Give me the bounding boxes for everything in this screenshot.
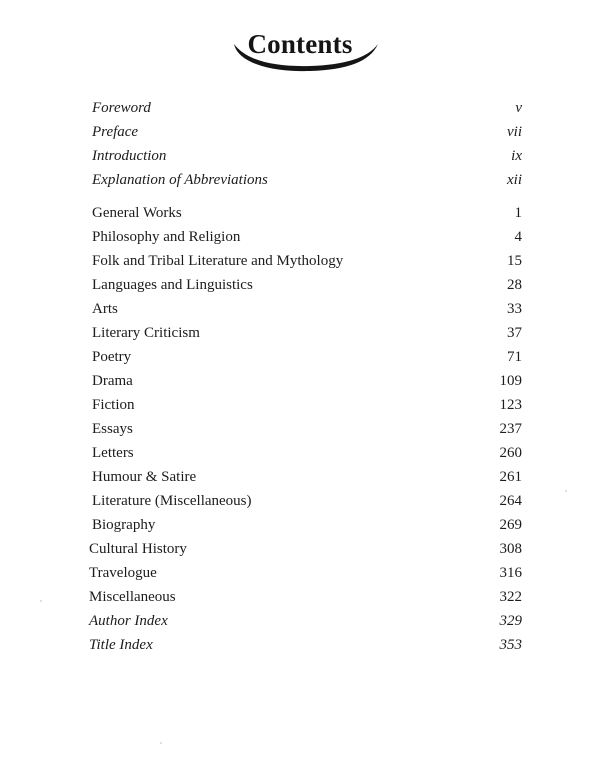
toc-entry-label: Literature (Miscellaneous) — [92, 493, 252, 509]
toc-entry-page: 322 — [499, 589, 522, 605]
toc-entry-page: 33 — [507, 301, 522, 317]
toc-entry-page: 1 — [514, 205, 522, 221]
toc-entry-page: 261 — [499, 469, 522, 485]
toc-entry-label: Folk and Tribal Literature and Mythology — [92, 253, 344, 269]
toc-entry-label: Travelogue — [89, 565, 157, 581]
toc-entry-label: Miscellaneous — [89, 589, 176, 605]
toc-entry-page: 329 — [499, 613, 522, 629]
toc-entry-general-works[interactable] — [92, 201, 522, 225]
toc-entry-cultural-history[interactable] — [89, 537, 522, 561]
toc-entry-travelogue[interactable] — [89, 561, 522, 585]
page-title: Contents — [247, 29, 353, 59]
toc-entry-literature-miscellaneous[interactable] — [92, 489, 522, 513]
toc-entry-foreword[interactable] — [92, 96, 522, 120]
toc-entry-page: 353 — [499, 637, 522, 653]
toc-entry-label: Title Index — [89, 637, 153, 653]
toc-entry-page: 123 — [499, 397, 522, 413]
toc-entry-label: Explanation of Abbreviations — [92, 172, 268, 188]
toc-entry-page: 269 — [499, 517, 522, 533]
toc-entry-biography[interactable] — [92, 513, 522, 537]
toc-entry-label: Poetry — [92, 349, 132, 365]
toc-entry-page: 109 — [499, 373, 522, 389]
toc-entry-label: Biography — [92, 517, 156, 533]
toc-entry-introduction[interactable] — [92, 144, 522, 168]
toc-entry-label: Foreword — [92, 100, 151, 116]
toc-entry-label: Literary Criticism — [92, 325, 200, 341]
toc-entry-page: 28 — [507, 277, 522, 293]
toc-entry-page: 15 — [507, 253, 522, 269]
toc-entry-label: Preface — [92, 124, 139, 140]
toc-entry-poetry[interactable] — [92, 345, 522, 369]
toc-entry-humour-and-satire[interactable] — [92, 465, 522, 489]
toc-entry-page: 316 — [499, 565, 522, 581]
toc-entry-page: ix — [511, 148, 522, 164]
toc-entry-languages-and-linguistics[interactable] — [92, 273, 522, 297]
toc-entry-folk-and-tribal-literature[interactable] — [92, 249, 522, 273]
toc-entry-author-index[interactable] — [89, 609, 522, 633]
toc-entry-page: 237 — [499, 421, 522, 437]
toc-entry-page: v — [515, 100, 522, 116]
toc-entry-page: xii — [507, 172, 522, 188]
toc-entry-literary-criticism[interactable] — [92, 321, 522, 345]
toc-entry-label: Arts — [92, 301, 118, 317]
toc-entry-title-index[interactable] — [89, 633, 522, 657]
toc-entry-page: 37 — [507, 325, 522, 341]
toc-entry-page: 264 — [499, 493, 522, 509]
toc-entry-label: Drama — [92, 373, 133, 389]
toc-entry-page: 71 — [507, 349, 522, 365]
toc-entry-label: Letters — [92, 445, 134, 461]
toc-entry-page: 308 — [499, 541, 522, 557]
toc-entry-philosophy-and-religion[interactable] — [92, 225, 522, 249]
toc-entry-essays[interactable] — [92, 417, 522, 441]
toc-entry-page: 4 — [514, 229, 522, 245]
title-swoosh-ornament — [228, 32, 384, 76]
paper-speck — [40, 600, 42, 602]
toc-entry-label: General Works — [92, 205, 182, 221]
toc-entry-label: Languages and Linguistics — [92, 277, 253, 293]
paper-speck — [565, 490, 567, 492]
toc-entry-explanation-of-abbreviations[interactable] — [92, 168, 522, 192]
toc-entry-label: Introduction — [92, 148, 167, 164]
toc-entry-label: Philosophy and Religion — [92, 229, 241, 245]
toc-entry-label: Cultural History — [89, 541, 187, 557]
table-of-contents — [89, 96, 522, 657]
toc-entry-letters[interactable] — [92, 441, 522, 465]
toc-entry-label: Essays — [92, 421, 133, 437]
toc-entry-page: vii — [507, 124, 522, 140]
toc-entry-label: Author Index — [89, 613, 168, 629]
toc-entry-arts[interactable] — [92, 297, 522, 321]
toc-entry-drama[interactable] — [92, 369, 522, 393]
toc-entry-label: Fiction — [92, 397, 135, 413]
toc-entry-miscellaneous[interactable] — [89, 585, 522, 609]
toc-entry-label: Humour & Satire — [92, 469, 197, 485]
toc-entry-fiction[interactable] — [92, 393, 522, 417]
paper-speck — [160, 742, 162, 744]
toc-entry-page: 260 — [499, 445, 522, 461]
toc-entry-preface[interactable] — [92, 120, 522, 144]
